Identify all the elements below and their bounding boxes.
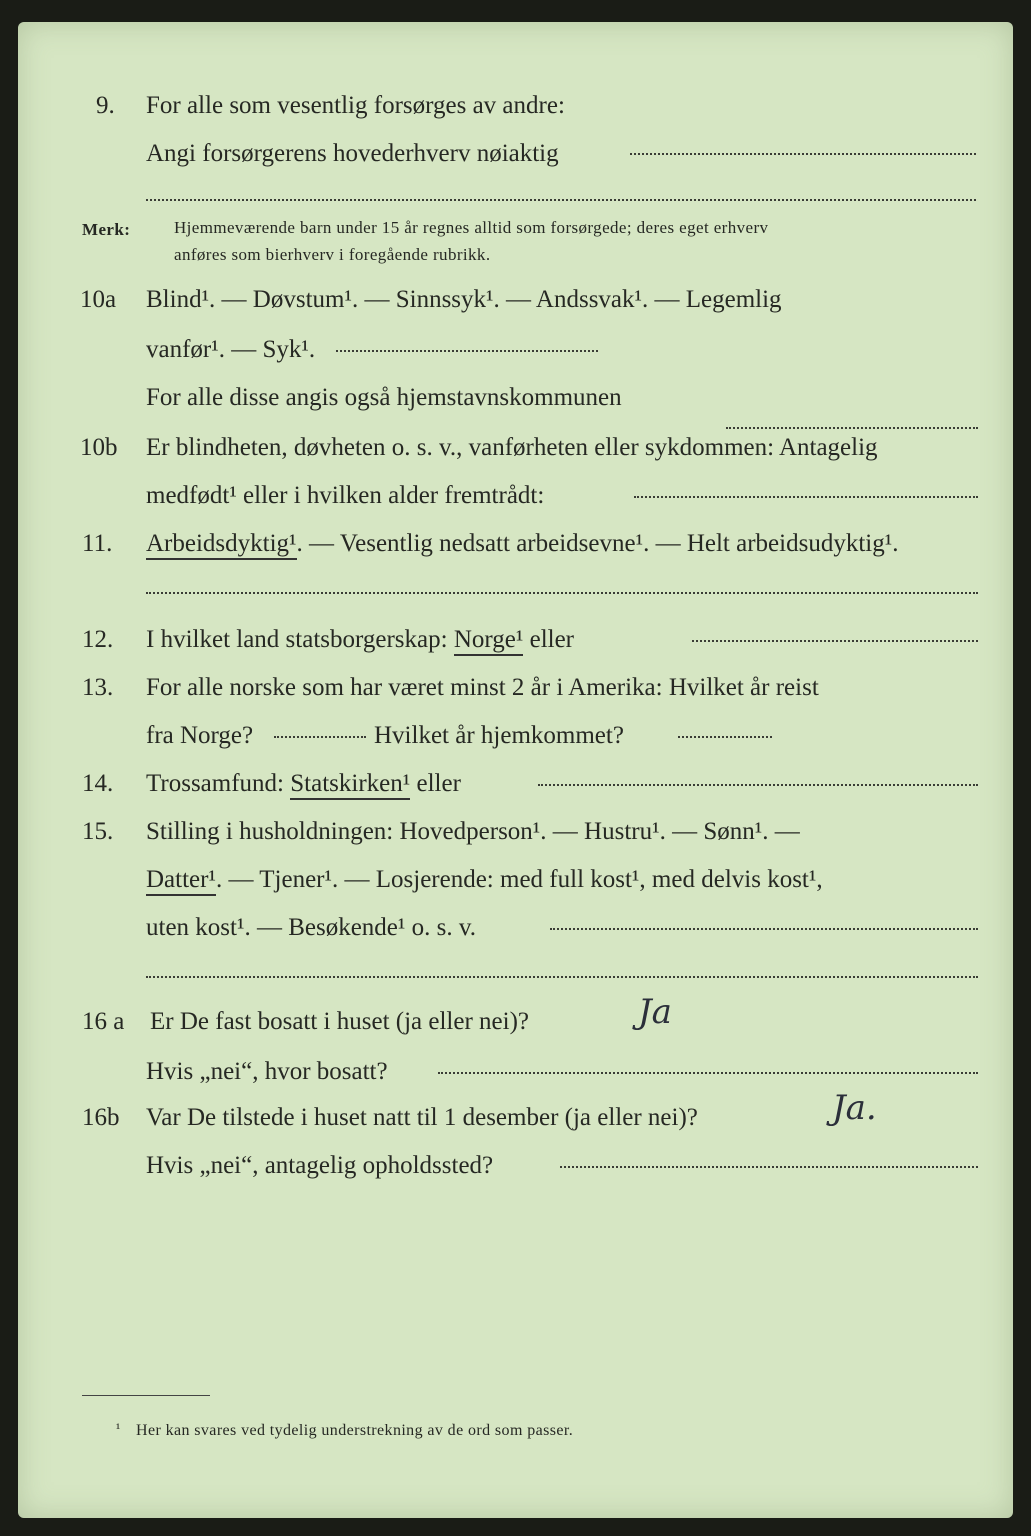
q16a-line2: Hvis „nei“, hvor bosatt? <box>146 1058 388 1085</box>
merk-line1: Hjemmeværende barn under 15 år regnes alltid som forsørgede; deres eget erhverv <box>174 218 769 237</box>
q9-line2: Angi forsørgerens hovederhverv nøiaktig <box>146 140 559 167</box>
q16b-handwritten-answer: Ja. <box>832 1088 877 1128</box>
q10a-line3: For alle disse angis også hjemstavnskommunen <box>146 384 622 411</box>
q10a-line2: vanfør¹. — Syk¹. <box>146 336 316 363</box>
q13-line1: For alle norske som har været minst 2 år i Amerika: Hvilket år reist <box>146 674 819 701</box>
q12-answer-line <box>692 640 978 642</box>
q12-pre: I hvilket land statsborgerskap: <box>146 626 448 653</box>
footnote-text: Her kan svares ved tydelig understrekning av de ord som passer. <box>136 1422 574 1439</box>
q9-line1: For alle som vesentlig forsørges av andre: <box>146 92 565 119</box>
q15-line2 <box>146 866 823 894</box>
q10a-answer-line-2 <box>726 427 978 429</box>
merk-label: Merk: <box>82 220 131 239</box>
q11-answer-line <box>146 592 978 594</box>
q14-pre: Trossamfund: <box>146 770 284 797</box>
q13-answer-line-left <box>274 736 366 738</box>
q10a-number: 10a <box>80 286 117 313</box>
q16b-line2: Hvis „nei“, antagelig opholdssted? <box>146 1152 494 1179</box>
q14-post: eller <box>416 770 461 797</box>
q14-number: 14. <box>82 770 114 797</box>
q15-answer-line-2 <box>146 976 978 978</box>
q9-answer-line <box>630 153 976 155</box>
q10a-answer-line <box>336 350 598 352</box>
q9-answer-line-2 <box>146 199 976 201</box>
q16b-answer-line <box>560 1166 978 1168</box>
q14-answer-line <box>538 784 978 786</box>
q11-line <box>146 530 898 558</box>
q15-line3: uten kost¹. — Besøkende¹ o. s. v. <box>146 914 477 941</box>
q10b-line2: medfødt¹ eller i hvilken alder fremtrådt: <box>146 482 545 509</box>
q16b-number: 16b <box>82 1104 120 1131</box>
q11-rest: . — Vesentlig nedsatt arbeidsevne¹. — Helt arbeidsudyktig¹. <box>296 530 899 557</box>
q16a-answer-line <box>438 1072 978 1074</box>
q11-underlined-answer: Arbeidsdyktig¹ <box>146 530 297 560</box>
q10b-line1: Er blindheten, døvheten o. s. v., vanførheten eller sykdommen: Antagelig <box>146 434 878 461</box>
q16b-line1: Var De tilstede i huset natt til 1 desember (ja eller nei)? <box>146 1104 698 1131</box>
q10b-answer-line <box>634 496 978 498</box>
merk-line2: anføres som bierhverv i foregående rubrikk. <box>174 245 491 264</box>
q15-line2-rest: . — Tjener¹. — Losjerende: med full kost¹, med delvis kost¹, <box>215 866 823 893</box>
q9-number: 9. <box>96 92 115 119</box>
q14-underlined-answer: Statskirken¹ <box>290 770 410 800</box>
q12-post: eller <box>529 626 575 653</box>
q16a-number: 16 a <box>82 1008 125 1035</box>
q13-number: 13. <box>82 674 114 701</box>
q15-line1: Stilling i husholdningen: Hovedperson¹. — Hustru¹. — Sønn¹. — <box>146 818 800 845</box>
q10b-number: 10b <box>80 434 118 461</box>
census-form-page <box>18 22 1013 1518</box>
q11-number: 11. <box>82 530 113 557</box>
q15-number: 15. <box>82 818 114 845</box>
q15-answer-line <box>550 928 978 930</box>
q13-line2b: Hvilket år hjemkommet? <box>374 722 624 749</box>
q14-line <box>146 770 461 798</box>
q12-number: 12. <box>82 626 114 653</box>
q12-underlined-answer: Norge¹ <box>454 626 524 656</box>
q12-line <box>146 626 574 654</box>
q10a-line1: Blind¹. — Døvstum¹. — Sinnssyk¹. — Andssvak¹. — Legemlig <box>146 286 782 313</box>
q13-line2a: fra Norge? <box>146 722 254 749</box>
footnote-rule <box>82 1395 210 1396</box>
q15-underlined-answer: Datter¹ <box>146 866 216 896</box>
q16a-handwritten-answer: Ja <box>638 992 672 1032</box>
footnote-mark: ¹ <box>116 1422 121 1437</box>
q13-answer-line-right <box>678 736 772 738</box>
q16a-line1: Er De fast bosatt i huset (ja eller nei)? <box>150 1008 530 1035</box>
